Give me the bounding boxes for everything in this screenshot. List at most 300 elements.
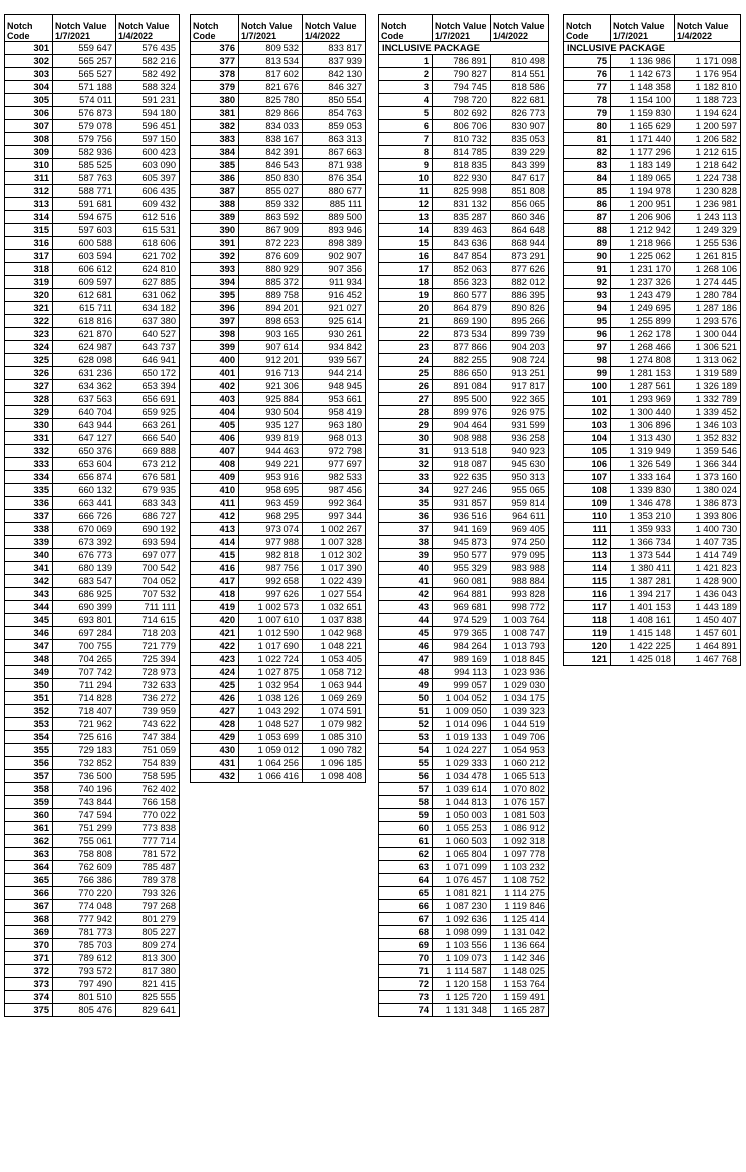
notch-code-cell: 362 bbox=[5, 835, 53, 848]
table-row bbox=[191, 731, 366, 744]
table-row bbox=[379, 393, 549, 406]
notch-code-cell: 346 bbox=[5, 627, 53, 640]
table-row bbox=[564, 354, 741, 367]
table-header-row bbox=[564, 15, 741, 42]
notch-value-2021-cell: 1 038 126 bbox=[239, 692, 303, 705]
table-row bbox=[564, 159, 741, 172]
notch-value-2021-cell: 891 084 bbox=[433, 380, 491, 393]
notch-code-cell: 106 bbox=[564, 458, 611, 471]
notch-value-2022-cell: 770 022 bbox=[116, 809, 180, 822]
table-row bbox=[379, 94, 549, 107]
table-row bbox=[379, 861, 549, 874]
notch-value-2022-cell: 969 405 bbox=[491, 523, 549, 536]
table-row bbox=[191, 471, 366, 484]
notch-value-2022-cell: 921 027 bbox=[303, 302, 366, 315]
notch-value-2021-cell: 618 816 bbox=[53, 315, 116, 328]
table-row bbox=[5, 965, 180, 978]
notch-code-cell: 45 bbox=[379, 627, 433, 640]
notch-code-cell: 22 bbox=[379, 328, 433, 341]
notch-value-2021-cell: 774 048 bbox=[53, 900, 116, 913]
table-row bbox=[191, 328, 366, 341]
notch-value-2022-cell: 606 435 bbox=[116, 185, 180, 198]
notch-value-2021-cell: 670 069 bbox=[53, 523, 116, 536]
notch-value-2021-cell: 777 942 bbox=[53, 913, 116, 926]
notch-value-2022-cell: 1 069 269 bbox=[303, 692, 366, 705]
notch-value-2022-cell: 839 229 bbox=[491, 146, 549, 159]
notch-value-2022-cell: 1 194 624 bbox=[675, 107, 741, 120]
notch-code-cell: 382 bbox=[191, 120, 239, 133]
notch-code-cell: 319 bbox=[5, 276, 53, 289]
notch-value-2022-cell: 1 380 024 bbox=[675, 484, 741, 497]
notch-value-2022-cell: 1 261 815 bbox=[675, 250, 741, 263]
notch-value-2022-cell: 992 364 bbox=[303, 497, 366, 510]
table-row bbox=[379, 211, 549, 224]
notch-code-cell: 359 bbox=[5, 796, 53, 809]
notch-value-2021-cell: 609 597 bbox=[53, 276, 116, 289]
notch-code-cell: 343 bbox=[5, 588, 53, 601]
notch-code-cell: 355 bbox=[5, 744, 53, 757]
notch-code-cell: 400 bbox=[191, 354, 239, 367]
notch-value-2022-cell: 854 763 bbox=[303, 107, 366, 120]
table-row bbox=[191, 757, 366, 770]
table-row bbox=[5, 692, 180, 705]
notch-value-2021-cell: 643 944 bbox=[53, 419, 116, 432]
notch-code-cell: 62 bbox=[379, 848, 433, 861]
table-row bbox=[191, 380, 366, 393]
notch-value-2021-cell: 958 695 bbox=[239, 484, 303, 497]
table-row bbox=[379, 55, 549, 68]
table-row bbox=[564, 302, 741, 315]
notch-code-cell: 47 bbox=[379, 653, 433, 666]
notch-value-2021-cell: 790 827 bbox=[433, 68, 491, 81]
notch-value-2022-cell: 955 065 bbox=[491, 484, 549, 497]
notch-value-2022-cell: 876 354 bbox=[303, 172, 366, 185]
notch-code-cell: 412 bbox=[191, 510, 239, 523]
notch-value-2021-cell: 1 055 253 bbox=[433, 822, 491, 835]
table-row bbox=[5, 432, 180, 445]
notch-value-2021-cell: 1 032 954 bbox=[239, 679, 303, 692]
notch-value-2021-cell: 944 463 bbox=[239, 445, 303, 458]
notch-code-cell: 19 bbox=[379, 289, 433, 302]
notch-value-2022-cell: 754 839 bbox=[116, 757, 180, 770]
notch-code-cell: 316 bbox=[5, 237, 53, 250]
notch-value-2021-cell: 1 394 217 bbox=[611, 588, 675, 601]
notch-code-cell: 428 bbox=[191, 718, 239, 731]
notch-value-2021-cell: 1 422 225 bbox=[611, 640, 675, 653]
notch-code-cell: 331 bbox=[5, 432, 53, 445]
notch-value-2022-cell: 721 779 bbox=[116, 640, 180, 653]
notch-value-2021-cell: 1 044 813 bbox=[433, 796, 491, 809]
notch-code-cell: 13 bbox=[379, 211, 433, 224]
table-row bbox=[191, 211, 366, 224]
header-notch-value-2022: Notch Value 1/4/2022 bbox=[675, 15, 741, 42]
notch-value-2022-cell: 1 017 390 bbox=[303, 562, 366, 575]
notch-value-2022-cell: 1 306 521 bbox=[675, 341, 741, 354]
notch-value-2022-cell: 605 397 bbox=[116, 172, 180, 185]
notch-table-301-375 bbox=[4, 14, 180, 1017]
table-row bbox=[564, 224, 741, 237]
table-row bbox=[191, 718, 366, 731]
notch-code-cell: 57 bbox=[379, 783, 433, 796]
notch-code-cell: 369 bbox=[5, 926, 53, 939]
notch-value-2022-cell: 885 111 bbox=[303, 198, 366, 211]
notch-value-2021-cell: 886 650 bbox=[433, 367, 491, 380]
notch-value-2022-cell: 631 062 bbox=[116, 289, 180, 302]
notch-code-cell: 378 bbox=[191, 68, 239, 81]
notch-value-2022-cell: 835 053 bbox=[491, 133, 549, 146]
table-row bbox=[191, 198, 366, 211]
notch-code-cell: 310 bbox=[5, 159, 53, 172]
table-row bbox=[379, 822, 549, 835]
table-row bbox=[5, 250, 180, 263]
table-row bbox=[379, 328, 549, 341]
notch-value-2022-cell: 1 053 405 bbox=[303, 653, 366, 666]
notch-value-2022-cell: 1 293 576 bbox=[675, 315, 741, 328]
notch-value-2021-cell: 809 532 bbox=[239, 42, 303, 55]
notch-value-2022-cell: 659 925 bbox=[116, 406, 180, 419]
notch-value-2022-cell: 860 346 bbox=[491, 211, 549, 224]
notch-code-cell: 100 bbox=[564, 380, 611, 393]
notch-code-cell: 20 bbox=[379, 302, 433, 315]
notch-value-2021-cell: 1 339 830 bbox=[611, 484, 675, 497]
notch-value-2021-cell: 762 609 bbox=[53, 861, 116, 874]
notch-value-2021-cell: 634 362 bbox=[53, 380, 116, 393]
notch-value-2022-cell: 1 436 043 bbox=[675, 588, 741, 601]
table-row bbox=[564, 120, 741, 133]
notch-code-cell: 348 bbox=[5, 653, 53, 666]
table-row bbox=[5, 848, 180, 861]
table-row bbox=[191, 250, 366, 263]
notch-value-2022-cell: 1 076 157 bbox=[491, 796, 549, 809]
notch-value-2021-cell: 982 818 bbox=[239, 549, 303, 562]
table-row bbox=[379, 614, 549, 627]
notch-value-2022-cell: 1 081 503 bbox=[491, 809, 549, 822]
notch-code-cell: 403 bbox=[191, 393, 239, 406]
notch-value-2021-cell: 676 773 bbox=[53, 549, 116, 562]
notch-value-2022-cell: 1 085 310 bbox=[303, 731, 366, 744]
notch-code-cell: 87 bbox=[564, 211, 611, 224]
notch-value-2021-cell: 838 167 bbox=[239, 133, 303, 146]
notch-code-cell: 364 bbox=[5, 861, 53, 874]
notch-value-2021-cell: 977 988 bbox=[239, 536, 303, 549]
table-row bbox=[564, 588, 741, 601]
table-row bbox=[191, 289, 366, 302]
notch-value-2022-cell: 934 842 bbox=[303, 341, 366, 354]
notch-value-2022-cell: 825 555 bbox=[116, 991, 180, 1004]
notch-code-cell: 74 bbox=[379, 1004, 433, 1017]
notch-value-2021-cell: 794 745 bbox=[433, 81, 491, 94]
notch-value-2022-cell: 1 230 828 bbox=[675, 185, 741, 198]
notch-code-cell: 408 bbox=[191, 458, 239, 471]
notch-value-2021-cell: 588 771 bbox=[53, 185, 116, 198]
notch-value-2021-cell: 1 024 227 bbox=[433, 744, 491, 757]
notch-value-2022-cell: 863 313 bbox=[303, 133, 366, 146]
notch-code-cell: 414 bbox=[191, 536, 239, 549]
notch-value-2022-cell: 766 158 bbox=[116, 796, 180, 809]
notch-value-2021-cell: 860 577 bbox=[433, 289, 491, 302]
table-row bbox=[379, 926, 549, 939]
notch-value-2021-cell: 950 577 bbox=[433, 549, 491, 562]
notch-code-cell: 317 bbox=[5, 250, 53, 263]
notch-value-2022-cell: 1 018 845 bbox=[491, 653, 549, 666]
notch-value-2021-cell: 1 401 153 bbox=[611, 601, 675, 614]
notch-value-2022-cell: 972 798 bbox=[303, 445, 366, 458]
notch-value-2022-cell: 1 274 445 bbox=[675, 276, 741, 289]
notch-value-2022-cell: 902 907 bbox=[303, 250, 366, 263]
notch-value-2021-cell: 863 592 bbox=[239, 211, 303, 224]
notch-value-2022-cell: 913 251 bbox=[491, 367, 549, 380]
table-row bbox=[5, 861, 180, 874]
notch-code-cell: 358 bbox=[5, 783, 53, 796]
notch-value-2022-cell: 612 516 bbox=[116, 211, 180, 224]
table-row bbox=[5, 497, 180, 510]
notch-code-cell: 8 bbox=[379, 146, 433, 159]
notch-value-2021-cell: 984 264 bbox=[433, 640, 491, 653]
notch-value-2022-cell: 1 176 954 bbox=[675, 68, 741, 81]
header-notch-value-2022: Notch Value 1/4/2022 bbox=[303, 15, 366, 42]
table-row bbox=[191, 692, 366, 705]
notch-code-cell: 17 bbox=[379, 263, 433, 276]
table-row bbox=[379, 744, 549, 757]
notch-value-2021-cell: 615 711 bbox=[53, 302, 116, 315]
notch-value-2022-cell: 1 200 597 bbox=[675, 120, 741, 133]
notch-value-2022-cell: 1 027 554 bbox=[303, 588, 366, 601]
notch-code-cell: 29 bbox=[379, 419, 433, 432]
notch-code-cell: 402 bbox=[191, 380, 239, 393]
notch-code-cell: 112 bbox=[564, 536, 611, 549]
notch-code-cell: 46 bbox=[379, 640, 433, 653]
notch-code-cell: 336 bbox=[5, 497, 53, 510]
notch-code-cell: 306 bbox=[5, 107, 53, 120]
notch-value-2021-cell: 1 076 457 bbox=[433, 874, 491, 887]
table-row bbox=[564, 458, 741, 471]
notch-value-2021-cell: 1 002 573 bbox=[239, 601, 303, 614]
notch-value-2022-cell: 596 451 bbox=[116, 120, 180, 133]
table-row bbox=[379, 978, 549, 991]
table-row bbox=[191, 224, 366, 237]
notch-value-2021-cell: 718 407 bbox=[53, 705, 116, 718]
notch-value-2021-cell: 872 223 bbox=[239, 237, 303, 250]
notch-value-2021-cell: 565 527 bbox=[53, 68, 116, 81]
notch-value-2022-cell: 1 255 536 bbox=[675, 237, 741, 250]
notch-value-2021-cell: 1 255 899 bbox=[611, 315, 675, 328]
notch-code-cell: 40 bbox=[379, 562, 433, 575]
table-row bbox=[191, 575, 366, 588]
table-row bbox=[5, 315, 180, 328]
table-row bbox=[564, 497, 741, 510]
notch-value-2021-cell: 1 346 478 bbox=[611, 497, 675, 510]
notch-code-cell: 117 bbox=[564, 601, 611, 614]
notch-value-2021-cell: 1 064 256 bbox=[239, 757, 303, 770]
table-row bbox=[379, 484, 549, 497]
table-row bbox=[379, 406, 549, 419]
table-row bbox=[5, 653, 180, 666]
notch-value-2021-cell: 885 372 bbox=[239, 276, 303, 289]
notch-code-cell: 425 bbox=[191, 679, 239, 692]
notch-value-2021-cell: 1 159 830 bbox=[611, 107, 675, 120]
notch-value-2022-cell: 1 114 275 bbox=[491, 887, 549, 900]
notch-value-2021-cell: 789 612 bbox=[53, 952, 116, 965]
notch-value-2021-cell: 904 464 bbox=[433, 419, 491, 432]
notch-value-2021-cell: 987 756 bbox=[239, 562, 303, 575]
notch-value-2021-cell: 1 007 610 bbox=[239, 614, 303, 627]
notch-value-2021-cell: 899 976 bbox=[433, 406, 491, 419]
notch-value-2021-cell: 1 154 100 bbox=[611, 94, 675, 107]
notch-value-2022-cell: 983 988 bbox=[491, 562, 549, 575]
notch-code-cell: 53 bbox=[379, 731, 433, 744]
notch-value-2022-cell: 880 677 bbox=[303, 185, 366, 198]
notch-value-2022-cell: 751 059 bbox=[116, 744, 180, 757]
notch-value-2021-cell: 1 148 358 bbox=[611, 81, 675, 94]
notch-value-2021-cell: 656 874 bbox=[53, 471, 116, 484]
table-row bbox=[379, 627, 549, 640]
notch-value-2022-cell: 743 622 bbox=[116, 718, 180, 731]
notch-code-cell: 21 bbox=[379, 315, 433, 328]
notch-value-2021-cell: 936 516 bbox=[433, 510, 491, 523]
table-row bbox=[191, 679, 366, 692]
notch-code-cell: 432 bbox=[191, 770, 239, 783]
notch-code-cell: 430 bbox=[191, 744, 239, 757]
notch-code-cell: 42 bbox=[379, 588, 433, 601]
notch-value-2021-cell: 903 165 bbox=[239, 328, 303, 341]
table-row bbox=[5, 445, 180, 458]
notch-value-2022-cell: 899 739 bbox=[491, 328, 549, 341]
notch-value-2021-cell: 743 844 bbox=[53, 796, 116, 809]
notch-value-2021-cell: 829 866 bbox=[239, 107, 303, 120]
notch-value-2022-cell: 666 540 bbox=[116, 432, 180, 445]
notch-value-2022-cell: 1 159 491 bbox=[491, 991, 549, 1004]
notch-value-2022-cell: 781 572 bbox=[116, 848, 180, 861]
notch-code-cell: 39 bbox=[379, 549, 433, 562]
table-row bbox=[5, 354, 180, 367]
table-row bbox=[379, 523, 549, 536]
header-notch-value-2021: Notch Value 1/7/2021 bbox=[611, 15, 675, 42]
notch-value-2021-cell: 802 692 bbox=[433, 107, 491, 120]
notch-value-2022-cell: 1 400 730 bbox=[675, 523, 741, 536]
notch-code-cell: 3 bbox=[379, 81, 433, 94]
notch-code-cell: 386 bbox=[191, 172, 239, 185]
notch-value-2022-cell: 621 702 bbox=[116, 250, 180, 263]
notch-value-2021-cell: 880 929 bbox=[239, 263, 303, 276]
table-row bbox=[5, 536, 180, 549]
table-row bbox=[379, 588, 549, 601]
notch-code-cell: 28 bbox=[379, 406, 433, 419]
notch-value-2021-cell: 1 171 440 bbox=[611, 133, 675, 146]
table-row bbox=[191, 653, 366, 666]
notch-code-cell: 329 bbox=[5, 406, 53, 419]
notch-code-cell: 35 bbox=[379, 497, 433, 510]
table-row bbox=[564, 419, 741, 432]
table-row bbox=[379, 471, 549, 484]
notch-value-2022-cell: 785 487 bbox=[116, 861, 180, 874]
table-row bbox=[191, 627, 366, 640]
notch-value-2022-cell: 944 214 bbox=[303, 367, 366, 380]
notch-value-2022-cell: 1 346 103 bbox=[675, 419, 741, 432]
notch-value-2022-cell: 1 249 329 bbox=[675, 224, 741, 237]
notch-code-cell: 90 bbox=[564, 250, 611, 263]
notch-code-cell: 334 bbox=[5, 471, 53, 484]
notch-code-cell: 2 bbox=[379, 68, 433, 81]
table-row bbox=[5, 120, 180, 133]
notch-code-cell: 75 bbox=[564, 55, 611, 68]
notch-code-cell: 48 bbox=[379, 666, 433, 679]
notch-code-cell: 339 bbox=[5, 536, 53, 549]
table-row bbox=[379, 133, 549, 146]
notch-value-2021-cell: 660 132 bbox=[53, 484, 116, 497]
notch-code-cell: 81 bbox=[564, 133, 611, 146]
notch-value-2022-cell: 940 923 bbox=[491, 445, 549, 458]
table-row bbox=[564, 315, 741, 328]
notch-code-cell: 370 bbox=[5, 939, 53, 952]
notch-value-2022-cell: 1 079 982 bbox=[303, 718, 366, 731]
notch-code-cell: 56 bbox=[379, 770, 433, 783]
table-row bbox=[5, 874, 180, 887]
table-row bbox=[379, 653, 549, 666]
notch-code-cell: 30 bbox=[379, 432, 433, 445]
table-row bbox=[379, 237, 549, 250]
notch-value-2022-cell: 850 554 bbox=[303, 94, 366, 107]
notch-value-2022-cell: 1 182 810 bbox=[675, 81, 741, 94]
table-row bbox=[379, 276, 549, 289]
notch-value-2021-cell: 600 588 bbox=[53, 237, 116, 250]
notch-value-2021-cell: 621 870 bbox=[53, 328, 116, 341]
notch-code-cell: 76 bbox=[564, 68, 611, 81]
notch-code-cell: 410 bbox=[191, 484, 239, 497]
table-row bbox=[379, 939, 549, 952]
notch-value-2022-cell: 1 224 738 bbox=[675, 172, 741, 185]
notch-code-cell: 5 bbox=[379, 107, 433, 120]
table-row bbox=[5, 458, 180, 471]
notch-value-2021-cell: 597 603 bbox=[53, 224, 116, 237]
notch-value-2021-cell: 1 050 003 bbox=[433, 809, 491, 822]
notch-value-2022-cell: 693 594 bbox=[116, 536, 180, 549]
notch-code-cell: 6 bbox=[379, 120, 433, 133]
table-row bbox=[191, 536, 366, 549]
table-row bbox=[5, 666, 180, 679]
notch-code-cell: 86 bbox=[564, 198, 611, 211]
notch-code-cell: 376 bbox=[191, 42, 239, 55]
table-row bbox=[5, 406, 180, 419]
notch-value-2021-cell: 939 819 bbox=[239, 432, 303, 445]
notch-value-2022-cell: 1 373 160 bbox=[675, 471, 741, 484]
notch-value-2021-cell: 979 365 bbox=[433, 627, 491, 640]
notch-code-cell: 12 bbox=[379, 198, 433, 211]
notch-value-2021-cell: 579 078 bbox=[53, 120, 116, 133]
table-row bbox=[191, 263, 366, 276]
notch-code-cell: 77 bbox=[564, 81, 611, 94]
notch-value-2021-cell: 1 177 296 bbox=[611, 146, 675, 159]
notch-value-2021-cell: 822 930 bbox=[433, 172, 491, 185]
notch-value-2022-cell: 829 641 bbox=[116, 1004, 180, 1017]
table-row bbox=[379, 692, 549, 705]
notch-value-2021-cell: 876 609 bbox=[239, 250, 303, 263]
table-row bbox=[564, 341, 741, 354]
notch-code-cell: 85 bbox=[564, 185, 611, 198]
notch-code-cell: 357 bbox=[5, 770, 53, 783]
notch-value-2022-cell: 953 661 bbox=[303, 393, 366, 406]
notch-code-cell: 416 bbox=[191, 562, 239, 575]
notch-code-cell: 404 bbox=[191, 406, 239, 419]
notch-code-cell: 406 bbox=[191, 432, 239, 445]
table-row bbox=[379, 640, 549, 653]
notch-value-2021-cell: 825 998 bbox=[433, 185, 491, 198]
notch-value-2021-cell: 1 120 158 bbox=[433, 978, 491, 991]
notch-value-2021-cell: 941 169 bbox=[433, 523, 491, 536]
notch-value-2021-cell: 1 300 440 bbox=[611, 406, 675, 419]
notch-code-cell: 68 bbox=[379, 926, 433, 939]
notch-value-2021-cell: 1 380 411 bbox=[611, 562, 675, 575]
notch-value-2022-cell: 1 097 778 bbox=[491, 848, 549, 861]
